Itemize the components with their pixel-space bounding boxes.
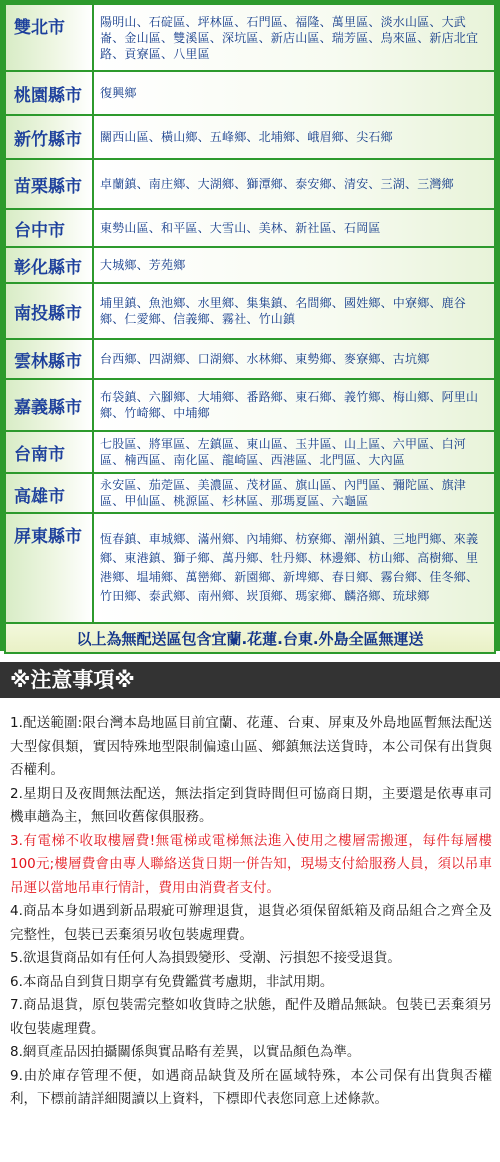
region-row bbox=[5, 473, 495, 513]
region-table bbox=[4, 3, 496, 624]
city-name: 嘉義縣市 bbox=[5, 379, 93, 431]
region-row bbox=[5, 431, 495, 473]
region-row bbox=[5, 209, 495, 247]
town-list: 台西鄉、四湖鄉、口湖鄉、水林鄉、東勢鄉、麥寮鄉、古坑鄉 bbox=[93, 339, 495, 379]
notice-item-return-packaging: 7.商品退貨，原包裝需完整如收貨時之狀態，配件及贈品無缺。包裝已丟棄須另收包裝處理費。 bbox=[10, 997, 492, 1037]
notice-title: ※注意事項※ bbox=[0, 662, 500, 698]
region-row bbox=[5, 4, 495, 71]
region-row bbox=[5, 159, 495, 209]
city-name: 苗栗縣市 bbox=[5, 159, 93, 209]
town-list: 復興鄉 bbox=[93, 71, 495, 115]
city-name: 台中市 bbox=[5, 209, 93, 247]
city-name: 桃園縣市 bbox=[5, 71, 93, 115]
city-name: 台南市 bbox=[5, 431, 93, 473]
city-name: 南投縣市 bbox=[5, 283, 93, 339]
city-name: 雙北市 bbox=[5, 4, 93, 71]
city-name: 雲林縣市 bbox=[5, 339, 93, 379]
town-list: 永安區、茄萣區、美濃區、茂材區、旗山區、內門區、彌陀區、旗津區、甲仙區、桃源區、杉林區、那瑪夏區、六龜區 bbox=[93, 473, 495, 513]
town-list: 埔里鎮、魚池鄉、水里鄉、集集鎮、名間鄉、國姓鄉、中寮鄉、鹿谷鄉、仁愛鄉、信義鄉、霧社、竹山鎮 bbox=[93, 283, 495, 339]
town-list: 七股區、將軍區、左鎮區、東山區、玉井區、山上區、六甲區、白河區、楠西區、南化區、龍崎區、西港區、北門區、大內區 bbox=[93, 431, 495, 473]
city-name: 新竹縣市 bbox=[5, 115, 93, 159]
notice-item-damage-policy: 5.欲退貨商品如有任何人為損毀變形、受潮、污損恕不接受退貨。 bbox=[10, 950, 401, 966]
town-list: 恆春鎮、車城鄉、滿州鄉、內埔鄉、枋寮鄉、潮州鎮、三地門鄉、來義鄉、東港鎮、獅子鄉、萬丹鄉、牡丹鄉、林邊鄉、枋山鄉、高樹鄉、里港鄉、塭埔鄉、萬巒鄉、新園鄉、新埤鄉、春日鄉、霧台鄉、佳冬鄉、竹田鄉、泰武鄉、南州鄉、崁頂鄉、瑪家鄉、麟洛鄉、琉球鄉 bbox=[93, 513, 495, 623]
notice-item-defect-return: 4.商品本身如遇到新品瑕疵可辦理退貨，退貨必須保留紙箱及商品組合之齊全及完整性，包裝已丟棄須另收包裝處理費。 bbox=[10, 903, 492, 943]
no-delivery-footer-note: 以上為無配送區包含宜蘭.花蓮.台東.外島全區無運送 bbox=[4, 624, 496, 654]
town-list: 關西山區、橫山鄉、五峰鄉、北埔鄉、峨眉鄉、尖石鄉 bbox=[93, 115, 495, 159]
town-list: 大城鄉、芳苑鄉 bbox=[93, 247, 495, 283]
region-row bbox=[5, 247, 495, 283]
notice-item-appraisal-period: 6.本商品自到貨日期享有免費鑑賞考慮期，非試用期。 bbox=[10, 973, 334, 990]
town-list: 卓蘭鎮、南庄鄉、大湖鄉、獅潭鄉、泰安鄉、清安、三湖、三灣鄉 bbox=[93, 159, 495, 209]
region-row bbox=[5, 379, 495, 431]
town-list: 陽明山、石碇區、坪林區、石門區、福隆、萬里區、淡水山區、大武崙、金山區、雙溪區、深坑區、新店山區、瑞芳區、烏來區、新店北宜路、貢寮區、八里區 bbox=[93, 4, 495, 71]
notice-item-delivery-time: 2.星期日及夜間無法配送，無法指定到貨時間但可協商日期，主要還是依專車司機車趟為主，無回收舊傢俱服務。 bbox=[10, 785, 492, 825]
region-row bbox=[5, 115, 495, 159]
notice-item-stock-rights: 9.由於庫存管理不便，如遇商品缺貨及所在區域特殊，本公司保有出貨與否權利，下標前請詳細閱讀以上資料，下標即代表您同意上述條款。 bbox=[10, 1067, 492, 1107]
notice-item-floor-fee: 3.有電梯不收取樓層費!無電梯或電梯無法進入使用之樓層需搬運，每件每層樓100元;樓層費會由專人聯絡送貨日期一併告知，現場支付給服務人員，須以吊車吊運以當地吊車行情計，費用由消費者支付。 bbox=[10, 832, 492, 896]
city-name: 屏東縣市 bbox=[5, 513, 93, 623]
notice-item-color-difference: 8.網頁產品因拍攝關係與實品略有差異，以實品顏色為準。 bbox=[10, 1044, 361, 1060]
notice-item-delivery-range: 1.配送範圍:限台灣本島地區目前宜蘭、花蓮、台東、屏東及外島地區暫無法配送大型傢俱類，實因特殊地型限制偏遠山區、鄉鎮無法送貨時，本公司保有出貨與否權利。 bbox=[10, 715, 492, 778]
region-row bbox=[5, 283, 495, 339]
town-list: 東勢山區、和平區、大雪山、美林、新社區、石岡區 bbox=[93, 209, 495, 247]
region-row bbox=[5, 71, 495, 115]
city-name: 高雄市 bbox=[5, 473, 93, 513]
region-row bbox=[5, 513, 495, 623]
region-row bbox=[5, 339, 495, 379]
notice-list bbox=[10, 712, 492, 1112]
city-name: 彰化縣市 bbox=[5, 247, 93, 283]
town-list: 布袋鎮、六腳鄉、大埔鄉、番路鄉、東石鄉、義竹鄉、梅山鄉、阿里山鄉、竹崎鄉、中埔鄉 bbox=[93, 379, 495, 431]
